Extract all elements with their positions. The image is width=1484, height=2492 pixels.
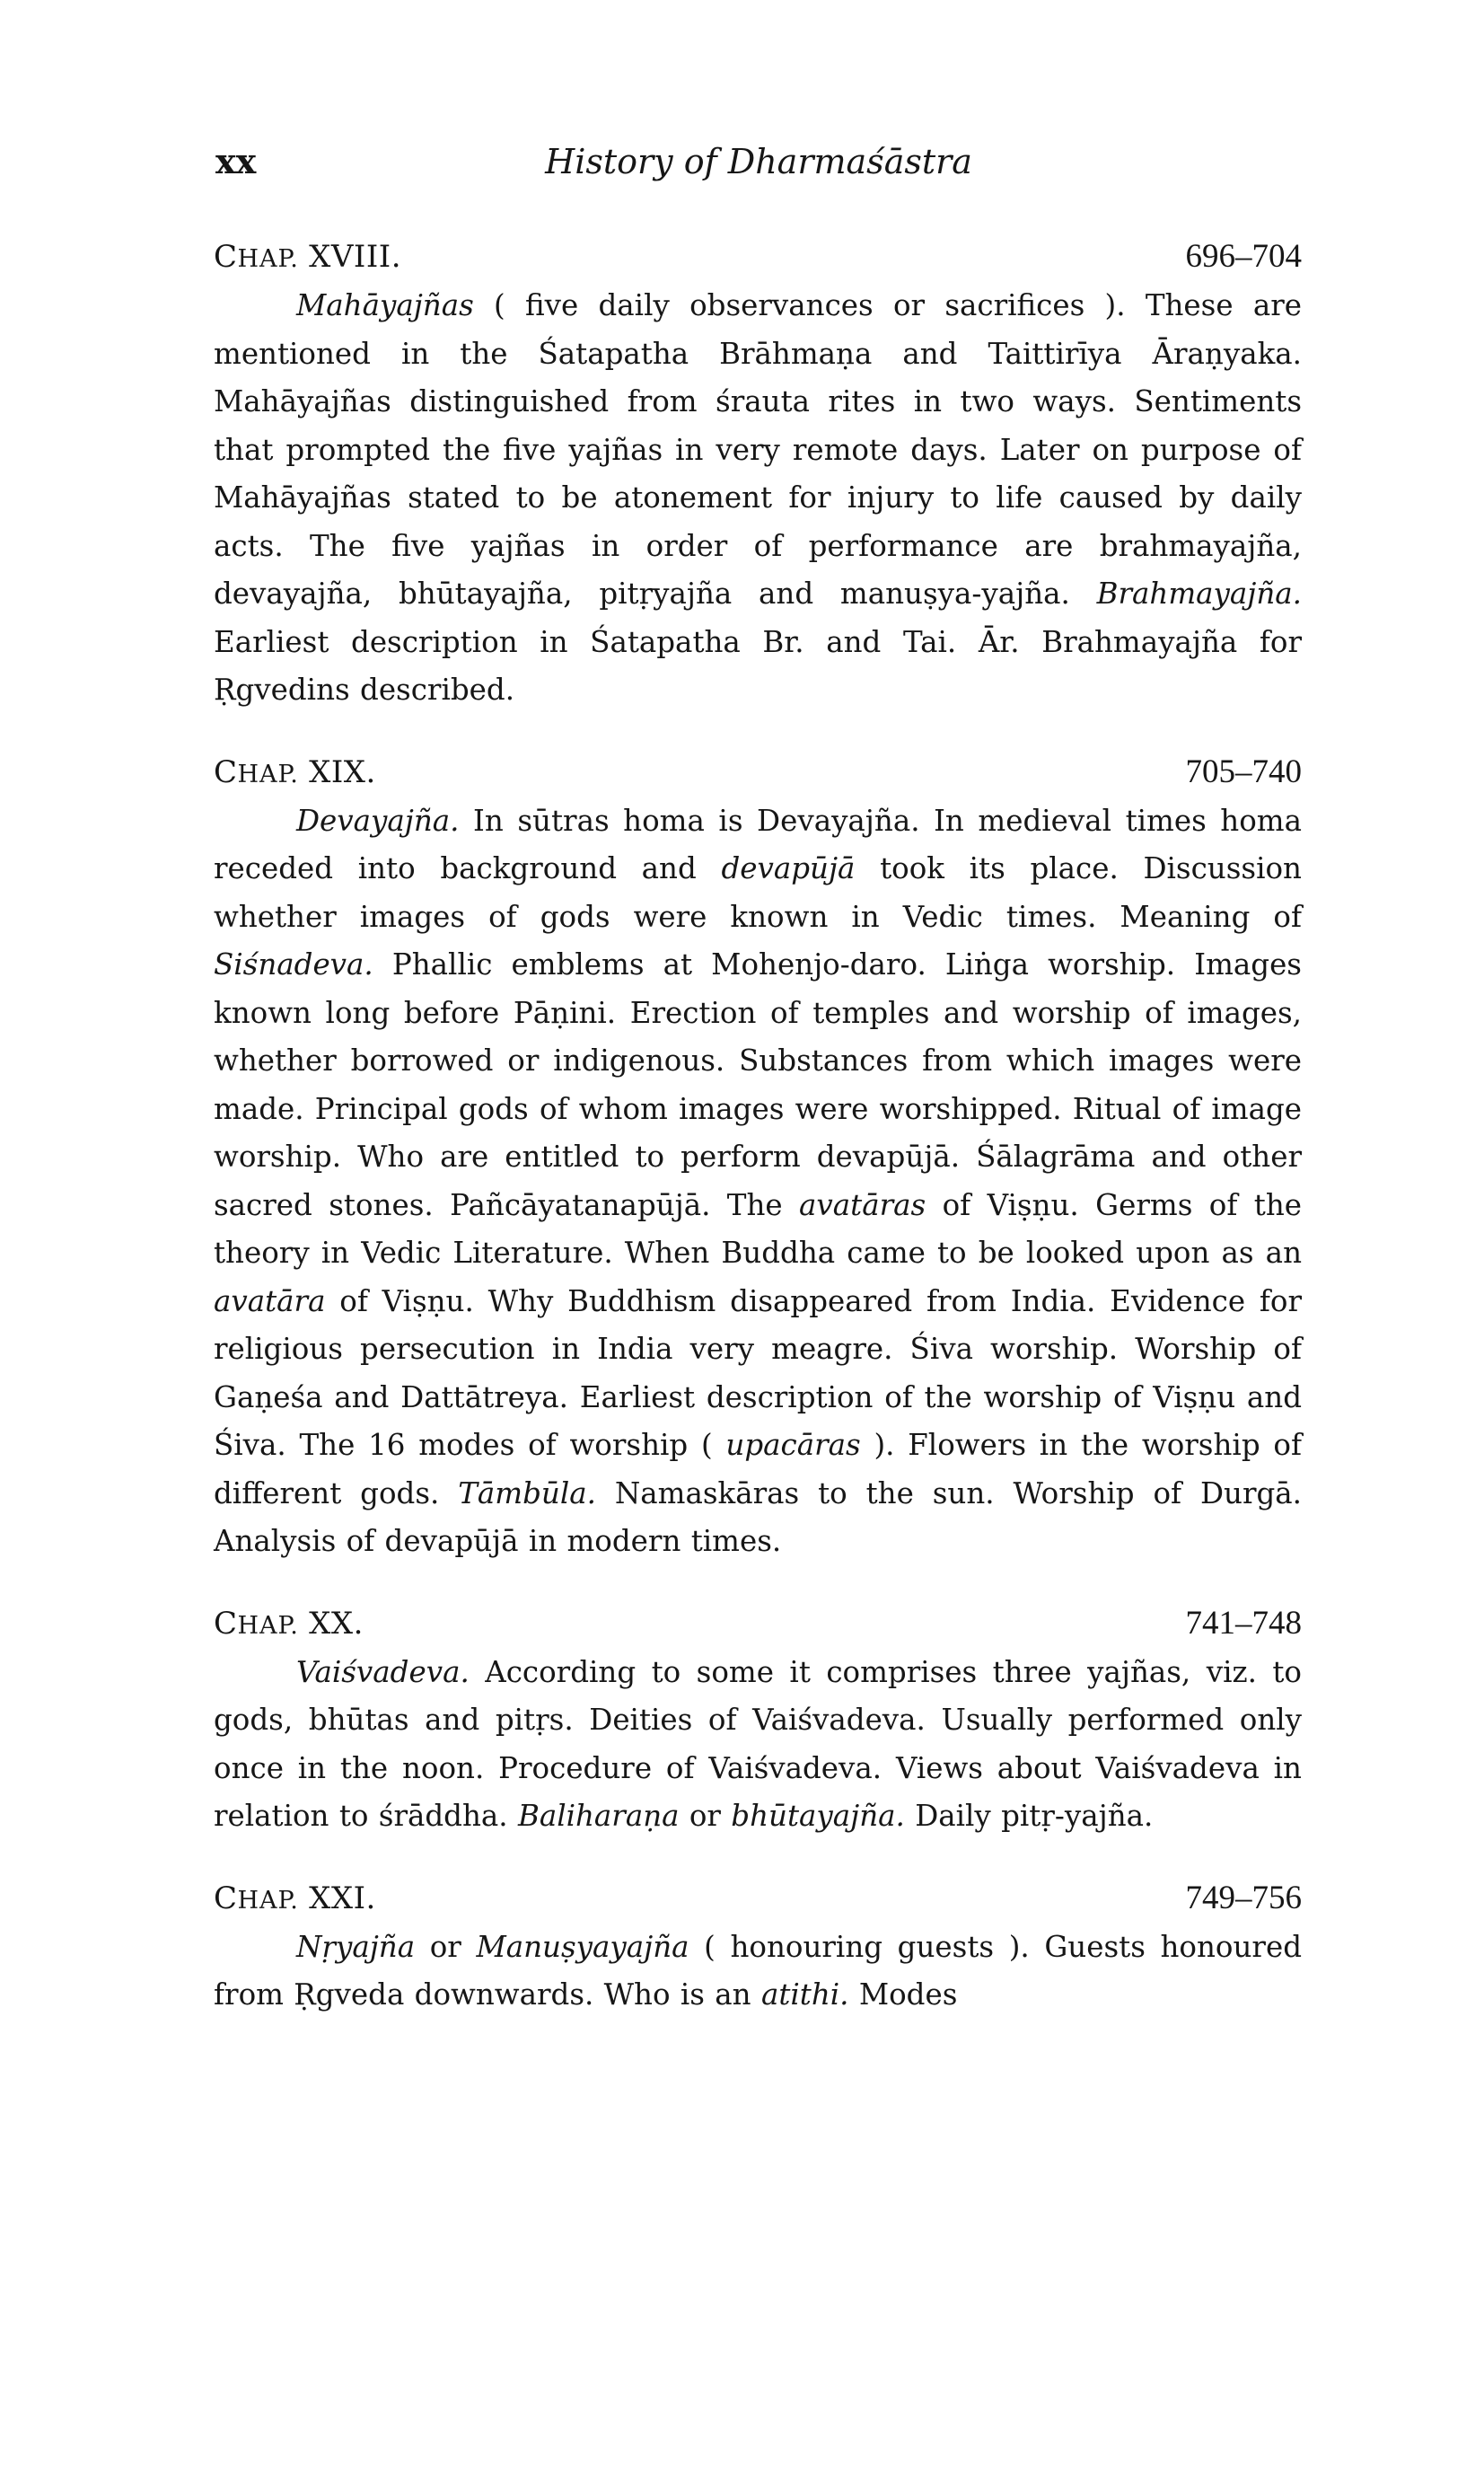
chapter-page-range: 696–704 (1185, 238, 1302, 275)
chapter-label (214, 747, 376, 800)
summary-text: took its place. Discussion whether images of gods were known in Vedic times. Meaning of (214, 851, 1302, 934)
chapter-heading (214, 747, 1302, 797)
chapter-label-smallcaps: HAP. (237, 245, 299, 273)
summary-text: In sūtras homa is Devayajña. In medieval times homa receded into background and (214, 803, 1302, 885)
chapter-label-initial: C (214, 1880, 238, 1916)
running-header (215, 135, 1302, 189)
chapter-page-range: 705–740 (1185, 753, 1302, 790)
summary-text: Earliest description in Śatapatha Br. and Tai. Ār. Brahmayajña for Ṛgvedins described. (214, 624, 1302, 707)
italic-term: avatāra (214, 1283, 326, 1318)
summary-text: or (679, 1799, 732, 1833)
italic-term: Mahāyajñas (296, 288, 474, 322)
summary-text: Namaskāras to the sun. Worship of Durgā. Analysis of devapūjā in modern times. (214, 1475, 1302, 1558)
summary-text: Modes (848, 1977, 958, 2012)
summary-text: of Viṣṇu. Germs of the theory in Vedic Literature. When Buddha came to be looked upon as an (214, 1187, 1302, 1270)
summary-text: ( honouring guests ). Guests honoured from Ṛgveda downwards. Who is an (214, 1929, 1303, 2012)
chapter-heading (214, 1873, 1302, 1924)
chapter-label-smallcaps: HAP. (237, 1611, 299, 1640)
chapter-label-smallcaps: HAP. (237, 760, 299, 788)
chapter-number: XVIII. (309, 239, 402, 275)
chapter-entry (214, 1873, 1302, 2020)
chapter-page-range: 741–748 (1185, 1604, 1302, 1642)
italic-term: Devayajña. (296, 803, 460, 838)
chapter-heading (214, 232, 1302, 282)
italic-term: Vaiśvadeva. (296, 1654, 470, 1689)
chapter-entry (214, 232, 1302, 715)
italic-term: Manuṣyayajña (476, 1929, 689, 1964)
italic-term: bhūtayajña. (731, 1799, 905, 1833)
chapter-list (214, 232, 1302, 2020)
summary-text: ( five daily observances or sacrifices ). These are mentioned in the Śatapatha Brāhmaṇa and Taittirīya Āraṇyaka. Mahāyajñas distinguished from śrauta rites in two ways. Sentiments that prompted the five yajñas in very remote days. Later on purpose of Mahāyajñas stated to be atonement for injury to life caused by daily acts. The five yajñas in order of performance are brahmayajña, devayajña, bhūtayajña, pitṛyajña and manuṣya-yajña. (214, 288, 1302, 611)
chapter-page-range: 749–756 (1185, 1879, 1302, 1916)
chapter-summary (214, 1924, 1302, 2020)
chapter-summary (214, 282, 1302, 715)
summary-text: of Viṣṇu. Why Buddhism disappeared from India. Evidence for religious persecution in India very meagre. Śiva worship. Worship of Gaṇeśa and Dattātreya. Earliest description of the worship of Viṣṇu and Śiva. The 16 modes of worship ( (214, 1283, 1302, 1462)
chapter-label (214, 232, 401, 285)
italic-term: atithi. (760, 1977, 849, 2012)
chapter-label-initial: C (214, 1605, 238, 1642)
page-number: xx (215, 141, 257, 181)
chapter-summary (214, 1649, 1302, 1841)
summary-text: According to some it comprises three yajñas, viz. to gods, bhūtas and pitṛs. Deities of Vaiśvadeva. Usually performed only once in the noon. Procedure of Vaiśvadeva. Views about Vaiśvadeva in relation to śrāddha. (214, 1654, 1302, 1833)
chapter-heading (214, 1598, 1302, 1649)
chapter-label (214, 1873, 376, 1926)
chapter-number: XX. (309, 1605, 364, 1642)
italic-term: upacāras (725, 1428, 861, 1462)
chapter-number: XIX. (309, 753, 376, 790)
italic-term: Tāmbūla. (458, 1475, 596, 1510)
chapter-number: XXI. (309, 1880, 376, 1916)
chapter-entry (214, 747, 1302, 1566)
italic-term: avatāras (799, 1187, 926, 1222)
summary-text: ). Flowers in the worship of different gods. (214, 1428, 1302, 1510)
chapter-label-smallcaps: HAP. (237, 1886, 299, 1915)
running-title: History of Dharmaśāstra (545, 142, 972, 181)
summary-text: Phallic emblems at Mohenjo-daro. Liṅga worship. Images known long before Pāṇini. Erection of temples and worship of images, whether borrowed or indigenous. Substances from which images were made. Principal gods of whom images were worshipped. Ritual of image worship. Who are entitled to perform devapūjā. Śālagrāma and other sacred stones. Pañcāyatanapūjā. The (214, 947, 1302, 1222)
italic-term: Siśnadeva. (214, 947, 373, 982)
italic-term: devapūjā (721, 851, 856, 885)
summary-text: or (415, 1929, 477, 1964)
chapter-entry (214, 1598, 1302, 1841)
chapter-summary (214, 797, 1302, 1566)
italic-term: Nṛyajña (296, 1929, 416, 1964)
chapter-label-initial: C (214, 239, 238, 275)
italic-term: Baliharaṇa (517, 1799, 680, 1833)
summary-text: Daily pitṛ-yajña. (904, 1799, 1154, 1833)
chapter-label (214, 1598, 364, 1651)
chapter-label-initial: C (214, 753, 238, 790)
italic-term: Brahmayajña. (1096, 577, 1302, 611)
